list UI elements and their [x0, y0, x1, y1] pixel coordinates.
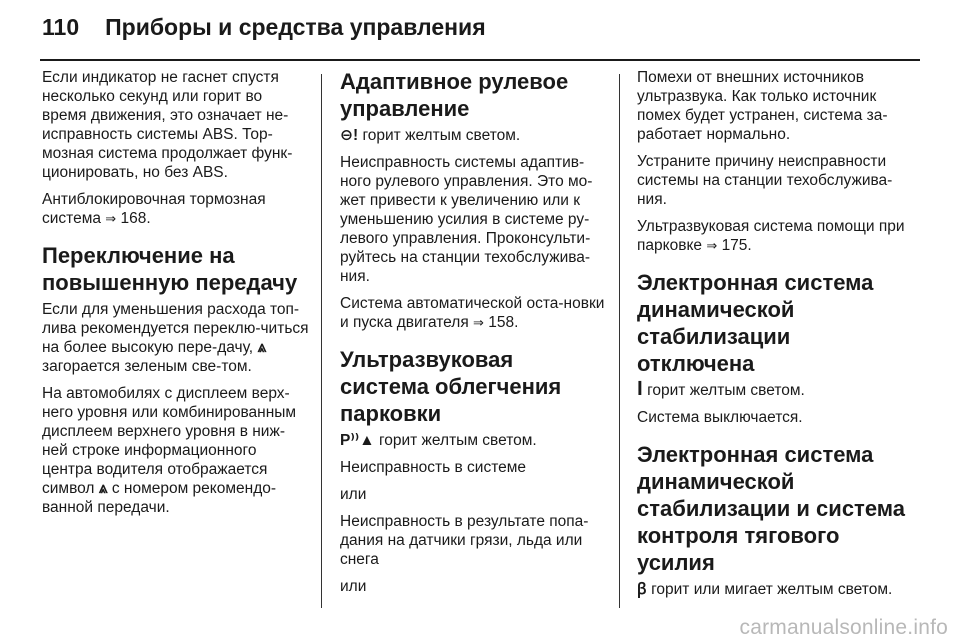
gear-shift-up-icon: ⩓	[257, 339, 267, 356]
esc-off-icon: ꟾ	[637, 382, 643, 399]
header-rule	[40, 59, 920, 61]
paragraph: Устраните причину неисправности системы на станции техобслужива-ния.	[637, 153, 893, 208]
section-heading: Ультразвуковая система облегчения парковки	[340, 347, 562, 426]
page-number: 110	[42, 14, 80, 40]
column-2	[340, 68, 608, 604]
paragraph: Неисправность системы адаптив-ного рулевого управления. Это мо-жет привести к увеличению или к уменьшению усилия в системе ру-левого управления. Проконсульти-руйтесь на станции техобслужива-ния.	[340, 154, 593, 285]
indicator-line: ⊖! горит желтым светом.	[340, 127, 521, 144]
gear-shift-up-icon: ⩓	[98, 480, 108, 497]
parking-assist-icon: P⁾⁾▲	[340, 432, 375, 449]
section-heading: Адаптивное рулевое управление	[340, 69, 569, 121]
page-ref[interactable]: 175.	[721, 237, 752, 254]
indicator-line: ꟾ горит желтым светом.	[637, 382, 805, 399]
page-title: Приборы и средства управления	[105, 14, 486, 40]
paragraph: или	[340, 578, 367, 595]
page-ref-arrow-icon: ⇒	[706, 238, 718, 253]
page-ref-arrow-icon: ⇒	[473, 315, 484, 330]
section-heading: Электронная система динамической стабилизации и система контроля тягового усилия	[637, 442, 905, 575]
paragraph: Помехи от внешних источников ультразвука. Как только источник помех будет устранен, система за-работает нормально.	[637, 69, 888, 143]
page-header	[42, 14, 486, 48]
paragraph-with-ref: Ультразвуковая система помощи при парковке ⇒ 175.	[637, 218, 905, 254]
paragraph: Если для уменьшения расхода топ-лива рекомендуется переклю-читься на более высокую пере-дачу, ⩓ загорается зеленым све-том.	[42, 301, 309, 375]
paragraph: Система выключается.	[637, 409, 803, 426]
indicator-line: P⁾⁾▲ горит желтым светом.	[340, 432, 537, 449]
section-heading: Электронная система динамической стабилизации отключена	[637, 270, 874, 376]
column-3	[637, 68, 905, 607]
paragraph-with-ref: Система автоматической оста-новки и пуска двигателя ⇒ 158.	[340, 295, 605, 331]
section-heading: Переключение на повышенную передачу	[42, 243, 298, 295]
traction-control-icon: ꞵ	[637, 581, 647, 598]
paragraph: Неисправность в результате попа-дания на датчики грязи, льда или снега	[340, 513, 589, 568]
adaptive-steering-warning-icon: ⊖!	[340, 127, 359, 144]
paragraph: На автомобилях с дисплеем верх-него уровня или комбинированным дисплеем верхнего уровня в ниж-ней строке информационного центра водителя отображается символ ⩓ с номером рекомендо-ванной передачи.	[42, 385, 297, 516]
paragraph: или	[340, 486, 367, 503]
column-1	[42, 68, 310, 525]
indicator-line: ꞵ горит или мигает желтым светом.	[637, 581, 893, 598]
paragraph: Неисправность в системе	[340, 459, 527, 476]
paragraph-with-ref: Антиблокировочная тормозная система ⇒ 168.	[42, 191, 266, 227]
paragraph: Если индикатор не гаснет спустя несколько секунд или горит во время движения, это означает не-исправность системы ABS. Тор-мозная система продолжает функ-ционировать, но без ABS.	[42, 69, 293, 181]
column-divider	[619, 74, 620, 608]
column-divider	[321, 74, 322, 608]
page-ref[interactable]: 168.	[120, 210, 151, 227]
watermark: carmanualsonline.info	[739, 616, 948, 639]
page-ref-arrow-icon: ⇒	[105, 211, 117, 226]
page-ref[interactable]: 158.	[488, 314, 519, 331]
